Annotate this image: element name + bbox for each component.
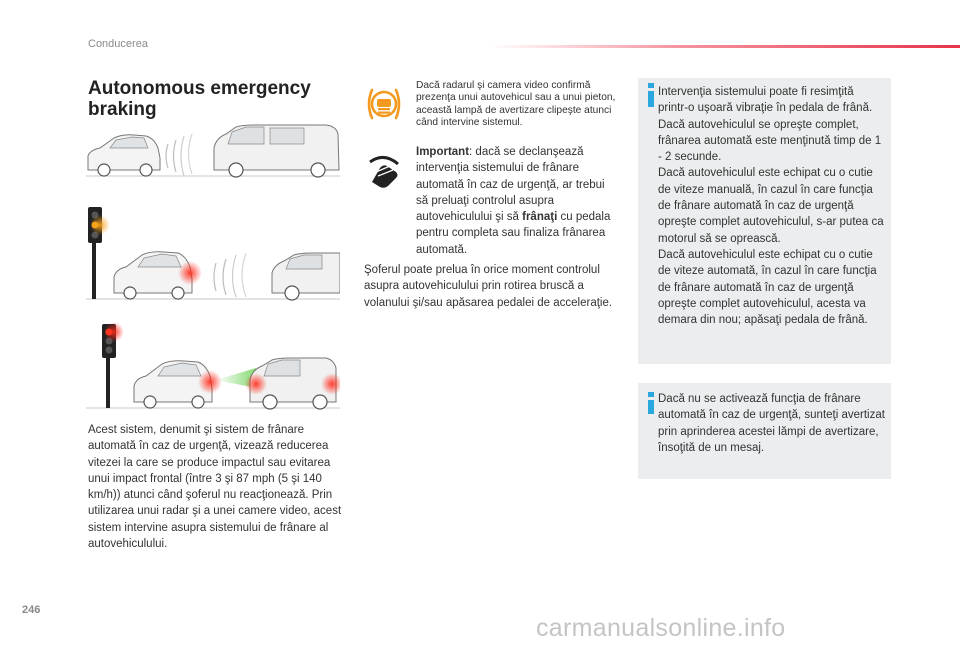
info-line: Intervenţia sistemului poate fi resimţită printr-o uşoară vibraţie în pedala de frână. — [658, 86, 873, 115]
info-panel-1 — [638, 78, 891, 364]
description-text: Acest sistem, denumit şi sistem de frânare automată în caz de urgenţă, vizează reducerea vitezei la care se produce impactul sau evitarea unui impact frontal (între 3 şi 87 mph (5 şi 140 km/h)) atunci când şoferul nu reacţionează. Prin utilizarea unui radar şi a unei camere video, acest sistem intervine asupra sistemului de frânare al autovehiculului. — [88, 424, 342, 551]
important-label: Important — [416, 146, 470, 158]
emergency-braking-drawing — [86, 322, 340, 412]
info-line: Dacă autovehiculul este echipat cu o cutie de viteze automată, în cazul în care funcţia de frânare automată în caz de urgenţă opreşte complet autovehiculul, acesta va demara din nou; apăsaţi pedala de frână. — [658, 248, 877, 327]
hand-on-wheel-icon — [366, 154, 402, 190]
illustration-van-following-car — [86, 124, 340, 180]
info-line: Dacă autovehiculul este echipat cu o cutie de viteze manuală, în cazul în care funcţia de frânare automată în caz de urgenţă opreşte complet autovehiculul, s-ar putea ca motorul să se oprească. — [658, 167, 884, 245]
info-line: Dacă autovehiculul se opreşte complet, frânarea automată este menţinută timp de 1 - 2 secunde. — [658, 118, 882, 164]
info-icon — [648, 400, 654, 414]
page-title: Autonomous emergency braking — [88, 78, 311, 120]
important-bold-word: frânaţi — [522, 211, 558, 224]
collision-warning-lamp-icon — [364, 84, 404, 124]
section-label: Conducerea — [88, 38, 148, 50]
page-number: 246 — [22, 604, 41, 616]
braking-at-light-drawing — [86, 203, 340, 303]
info-panel-1-text — [658, 84, 886, 328]
header-accent-bar — [490, 45, 960, 48]
info-panel-2 — [638, 383, 891, 479]
warning-lamp-text: Dacă radarul şi camera video confirmă prezenţa unui autovehicul sau a unui pieton, această lampă de avertizare clipeşte atunci când intervine sistemul. — [416, 80, 616, 128]
info-panel-2-text: Dacă nu se activează funcţia de frânare automată în caz de urgenţă, sunteţi avertizat prin aprinderea acestei lămpi de avertizare, însoţită de un mesaj. — [658, 393, 885, 454]
illustration-emergency-braking — [86, 322, 340, 412]
watermark: carmanualsonline.info — [536, 614, 786, 642]
info-icon — [648, 91, 654, 107]
illustration-braking-at-light — [86, 203, 340, 303]
important-text-part-1: : dacă se declanşează intervenţia sistemului de frânare automată în caz de urgenţă, ar trebui să preluaţi controlul asupra autovehiculului şi să — [416, 146, 605, 224]
important-text — [416, 144, 616, 258]
important-text-part-2: cu pedala pentru completa sau finaliza frânarea automată. — [416, 211, 611, 256]
van-following-car-drawing — [86, 124, 340, 180]
driver-control-text: Şoferul poate prelua în orice moment controlul asupra autovehiculului prin rotirea bruscă a volanului şi/sau apăsarea pedalei de acceleraţie. — [364, 264, 613, 309]
